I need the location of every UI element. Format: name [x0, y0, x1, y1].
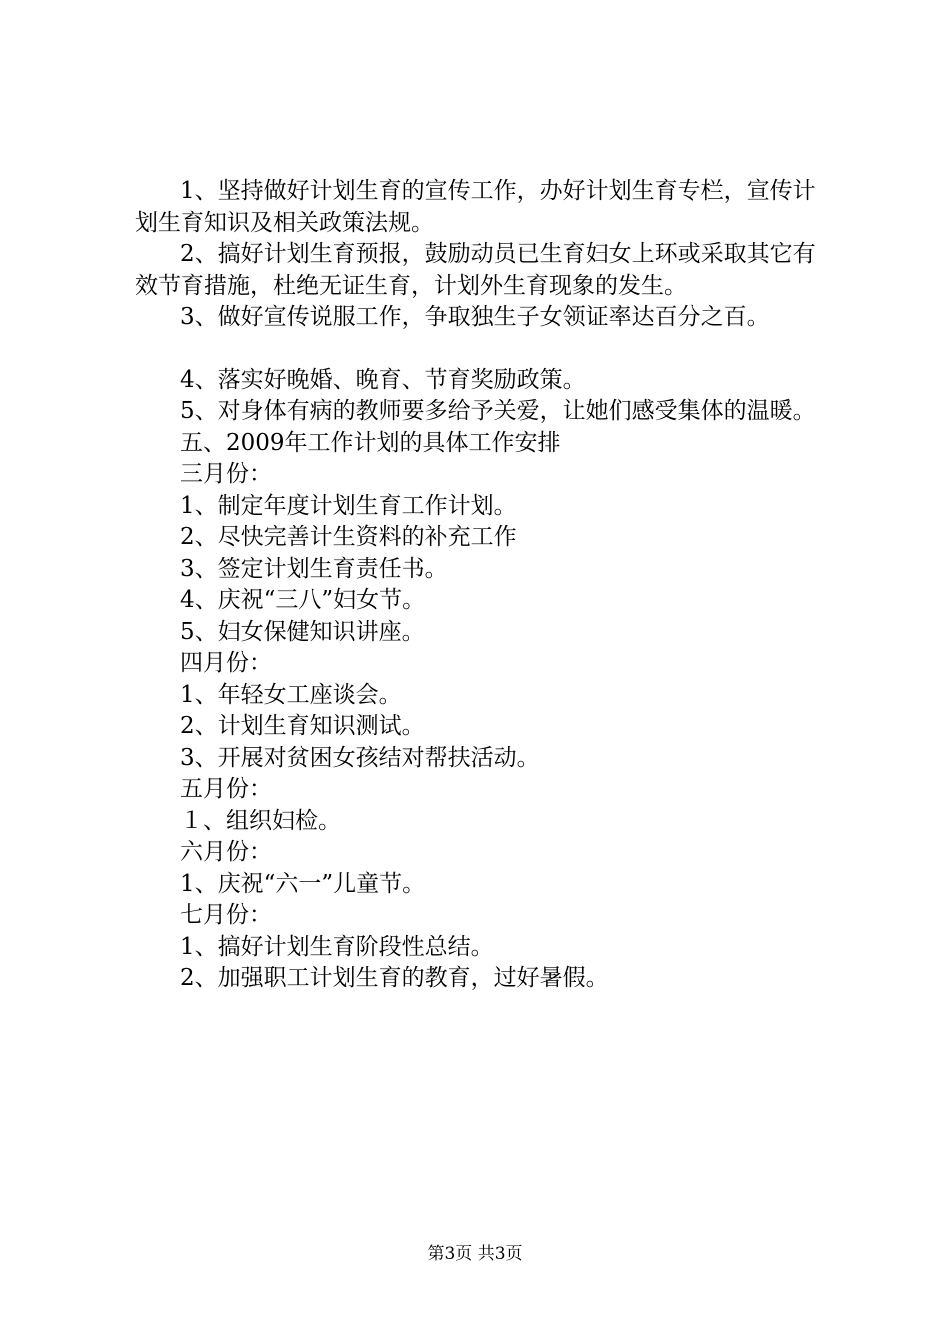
list-item: 1、制定年度计划生育工作计划。	[180, 492, 517, 519]
list-item: 2、计划生育知识测试。	[180, 713, 425, 739]
month-heading-april: 四月份：	[180, 650, 272, 676]
month-heading-july: 七月份：	[180, 902, 272, 928]
paragraph-forecast: 2、搞好计划生育预报，鼓励动员已生育妇女上环或采取其它有效节育措施，杜绝无证生育，计划外生育现象的发生。	[135, 241, 816, 299]
paragraph-incentive: 4、落实好晚婚、晚育、节育奖励政策。	[180, 366, 586, 393]
list-item: 1、年轻女工座谈会。	[180, 681, 402, 708]
paragraph-gap	[135, 334, 835, 365]
list-item: 5、妇女保健知识讲座。	[180, 618, 425, 645]
list-item: 4、庆祝“三八”妇女节。	[180, 587, 426, 613]
section-heading-2009-plan: 五、2009年工作计划的具体工作安排	[180, 429, 561, 456]
list-item: 3、签定计划生育责任书。	[180, 555, 448, 582]
paragraph-care: 5、对身体有病的教师要多给予关爱，让她们感受集体的温暖。	[180, 398, 816, 424]
list-item: １、组织妇检。	[180, 807, 341, 834]
list-item: 2、尽快完善计生资料的补充工作	[180, 524, 517, 550]
list-item: 1、庆祝“六一”儿童节。	[180, 870, 426, 897]
paragraph-persuasion: 3、做好宣传说服工作，争取独生子女领证率达百分之百。	[180, 304, 770, 330]
month-heading-june: 六月份：	[180, 839, 272, 865]
list-item: 3、开展对贫困女孩结对帮扶活动。	[180, 744, 540, 771]
page-number-footer: 第3页 共3页	[427, 1244, 523, 1264]
list-item: 2、加强职工计划生育的教育，过好暑假。	[180, 965, 609, 991]
month-heading-may: 五月份：	[180, 776, 272, 802]
document-body	[135, 176, 835, 995]
paragraph-publicity: 1、坚持做好计划生育的宣传工作，办好计划生育专栏，宣传计划生育知识及相关政策法规。	[135, 178, 816, 236]
month-heading-march: 三月份：	[180, 461, 272, 487]
list-item: 1、搞好计划生育阶段性总结。	[180, 933, 494, 960]
